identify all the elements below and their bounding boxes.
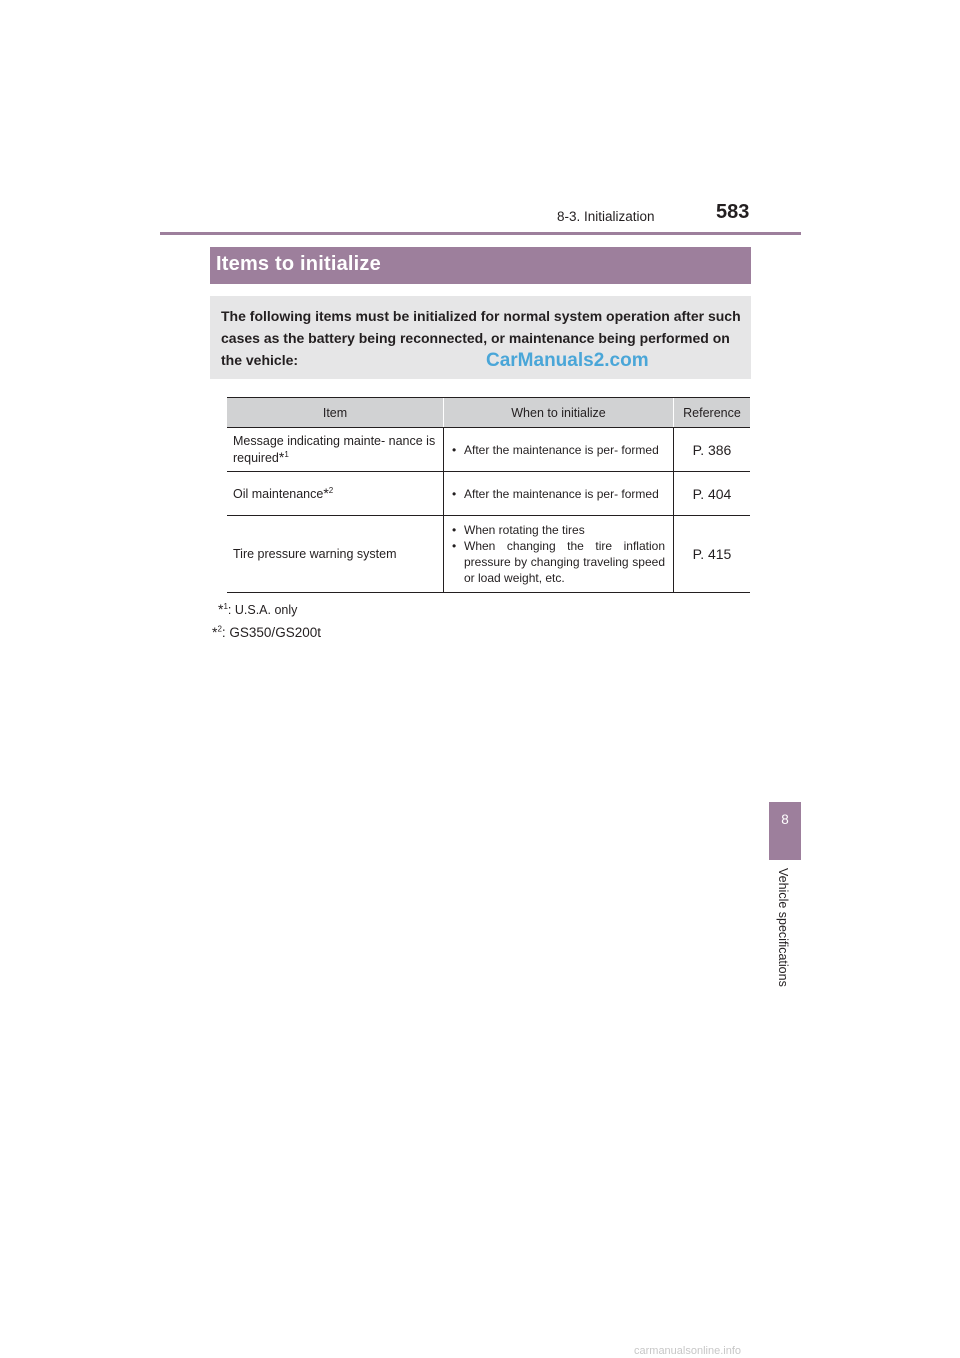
when-text: When changing the tire inflation pressure by changing traveling speed or load weight, etc. [464,539,665,585]
footnote-mark: 1 [284,449,289,459]
initialization-table [227,397,750,593]
table-cell-item [227,472,444,516]
footnote [212,624,321,640]
page-number: 583 [716,201,750,223]
when-text: After the maintenance is per- formed [464,486,659,501]
table-cell-item [227,516,444,593]
intro-box [210,296,751,379]
section-heading: 8-3. Initialization [557,209,655,224]
section-title: Items to initialize [216,253,381,275]
section-title-bar [210,247,751,284]
footnote-asterisk: * [323,485,329,501]
footnote-asterisk: * [212,624,218,640]
table-cell-reference[interactable]: P. 404 [674,472,751,516]
table-row [227,472,750,516]
footnote-text: : U.S.A. only [227,603,298,617]
when-text: After the maintenance is per- formed [464,442,659,457]
item-text: Message indicating mainte- nance is required [233,434,436,465]
footnote [218,601,297,617]
chapter-number: 8 [781,812,789,827]
table-cell-item [227,428,444,472]
list-item [452,522,665,538]
when-text: When rotating the tires [464,523,585,537]
column-header-when: When to initialize [444,398,674,428]
footnote-asterisk: * [218,601,224,617]
item-text: Tire pressure warning system [233,547,397,561]
column-header-item: Item [227,398,444,428]
footnote-mark: 2 [217,624,222,634]
table-cell-reference[interactable]: P. 386 [674,428,751,472]
bullet-icon: • [452,523,457,537]
bullet-icon: • [452,539,457,553]
chapter-label-text: Vehicle specifications [776,868,790,987]
table-cell-reference[interactable]: P. 415 [674,516,751,593]
table-row [227,428,750,472]
table-cell-when [444,428,674,472]
list-item [452,486,665,502]
bullet-icon: • [452,442,457,457]
bullet-icon: • [452,486,457,501]
table-header-row [227,398,750,428]
footnote-asterisk: * [278,449,285,465]
bottom-watermark: carmanualsonline.info [634,1345,742,1357]
footnote-text: : GS350/GS200t [221,625,321,640]
chapter-label [776,868,790,1028]
list-item [452,442,665,458]
footnote-mark: 1 [223,601,228,611]
column-header-reference: Reference [674,398,751,428]
table-row [227,516,750,593]
table-cell-when [444,472,674,516]
chapter-tab[interactable] [769,802,801,860]
table-cell-when [444,516,674,593]
intro-text: The following items must be initialized for normal system operation after such cases as the battery being reconnected, or maintenance being performed on the vehicle: [221,308,741,368]
item-text: Oil maintenance [233,487,324,501]
watermark-logo: CarManuals2.com [486,350,649,371]
footnote-mark: 2 [328,485,334,495]
list-item [452,538,665,586]
header-rule [160,232,801,235]
